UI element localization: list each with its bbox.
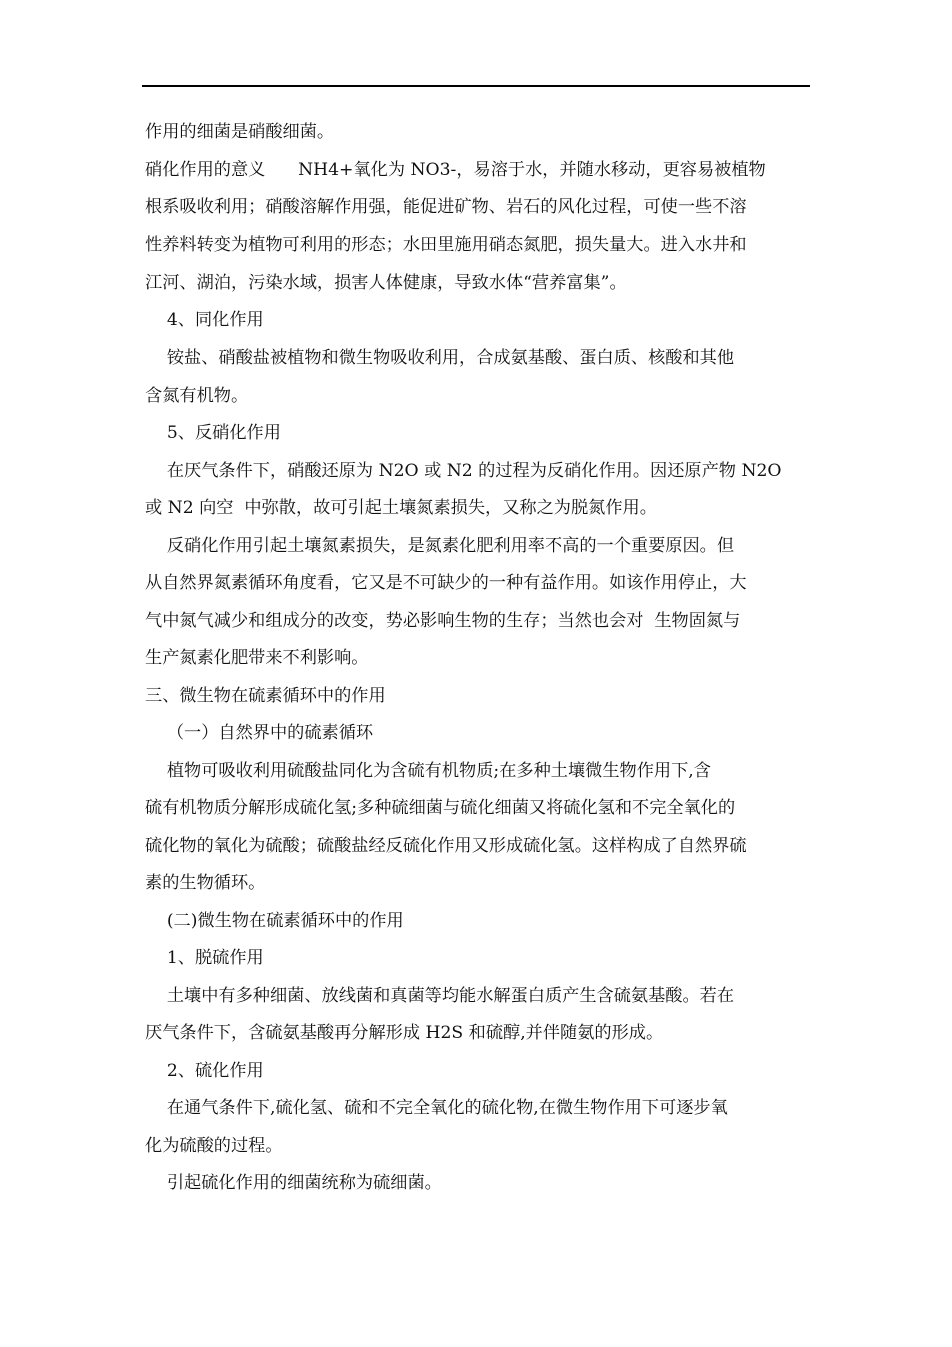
text-line: 气中氮气减少和组成分的改变，势必影响生物的生存；当然也会对 生物固氮与 (145, 611, 741, 631)
section-heading: 5、反硝化作用 (145, 423, 281, 443)
text-line: 或 N2 向空 中弥散，故可引起土壤氮素损失，又称之为脱氮作用。 (145, 498, 657, 518)
text-line: 素的生物循环。 (145, 873, 266, 893)
text-line: 硝化作用的意义 NH4+氧化为 NO3-，易溶于水，并随水移动，更容易被植物 (145, 160, 766, 180)
text-line: 植物可吸收利用硫酸盐同化为含硫有机物质;在多种土壤微生物作用下,含 (145, 761, 711, 781)
chapter-heading: 三、微生物在硫素循环中的作用 (145, 686, 386, 706)
text-line: 硫有机物质分解形成硫化氢;多种硫细菌与硫化细菌又将硫化氢和不完全氧化的 (145, 798, 736, 818)
text-line: 江河、湖泊，污染水域，损害人体健康，导致水体“营养富集”。 (145, 273, 627, 293)
text-line: 从自然界氮素循环角度看，它又是不可缺少的一种有益作用。如该作用停止，大 (145, 573, 747, 593)
section-heading: (二)微生物在硫素循环中的作用 (145, 911, 404, 931)
text-line: 在通气条件下,硫化氢、硫和不完全氧化的硫化物,在微生物作用下可逐步氧 (145, 1098, 728, 1118)
text-line: 生产氮素化肥带来不利影响。 (145, 648, 369, 668)
text-line: 在厌气条件下，硝酸还原为 N2O 或 N2 的过程为反硝化作用。因还原产物 N2O (145, 461, 782, 481)
text-line: 作用的细菌是硝酸细菌。 (145, 122, 335, 142)
text-line: 化为硫酸的过程。 (145, 1136, 283, 1156)
section-heading: 4、同化作用 (145, 310, 264, 330)
text-line: 反硝化作用引起土壤氮素损失，是氮素化肥利用率不高的一个重要原因。但 (145, 536, 735, 556)
text-line: 厌气条件下，含硫氨基酸再分解形成 H2S 和硫醇,并伴随氨的形成。 (145, 1023, 664, 1043)
text-line: 根系吸收利用；硝酸溶解作用强，能促进矿物、岩石的风化过程，可使一些不溶 (145, 197, 747, 217)
text-line: 性养料转变为植物可利用的形态；水田里施用硝态氮肥，损失量大。进入水井和 (145, 235, 747, 255)
section-heading: （一）自然界中的硫素循环 (145, 723, 374, 743)
text-line: 引起硫化作用的细菌统称为硫细菌。 (145, 1173, 442, 1193)
text-line: 铵盐、硝酸盐被植物和微生物吸收利用，合成氨基酸、蛋白质、核酸和其他 (145, 348, 735, 368)
section-heading: 2、硫化作用 (145, 1061, 264, 1081)
text-line: 硫化物的氧化为硫酸；硫酸盐经反硫化作用又形成硫化氢。这样构成了自然界硫 (145, 836, 747, 856)
text-line: 含氮有机物。 (145, 386, 249, 406)
header-rule (142, 85, 810, 87)
section-heading: 1、脱硫作用 (145, 948, 264, 968)
text-line: 土壤中有多种细菌、放线菌和真菌等均能水解蛋白质产生含硫氨基酸。若在 (145, 986, 735, 1006)
